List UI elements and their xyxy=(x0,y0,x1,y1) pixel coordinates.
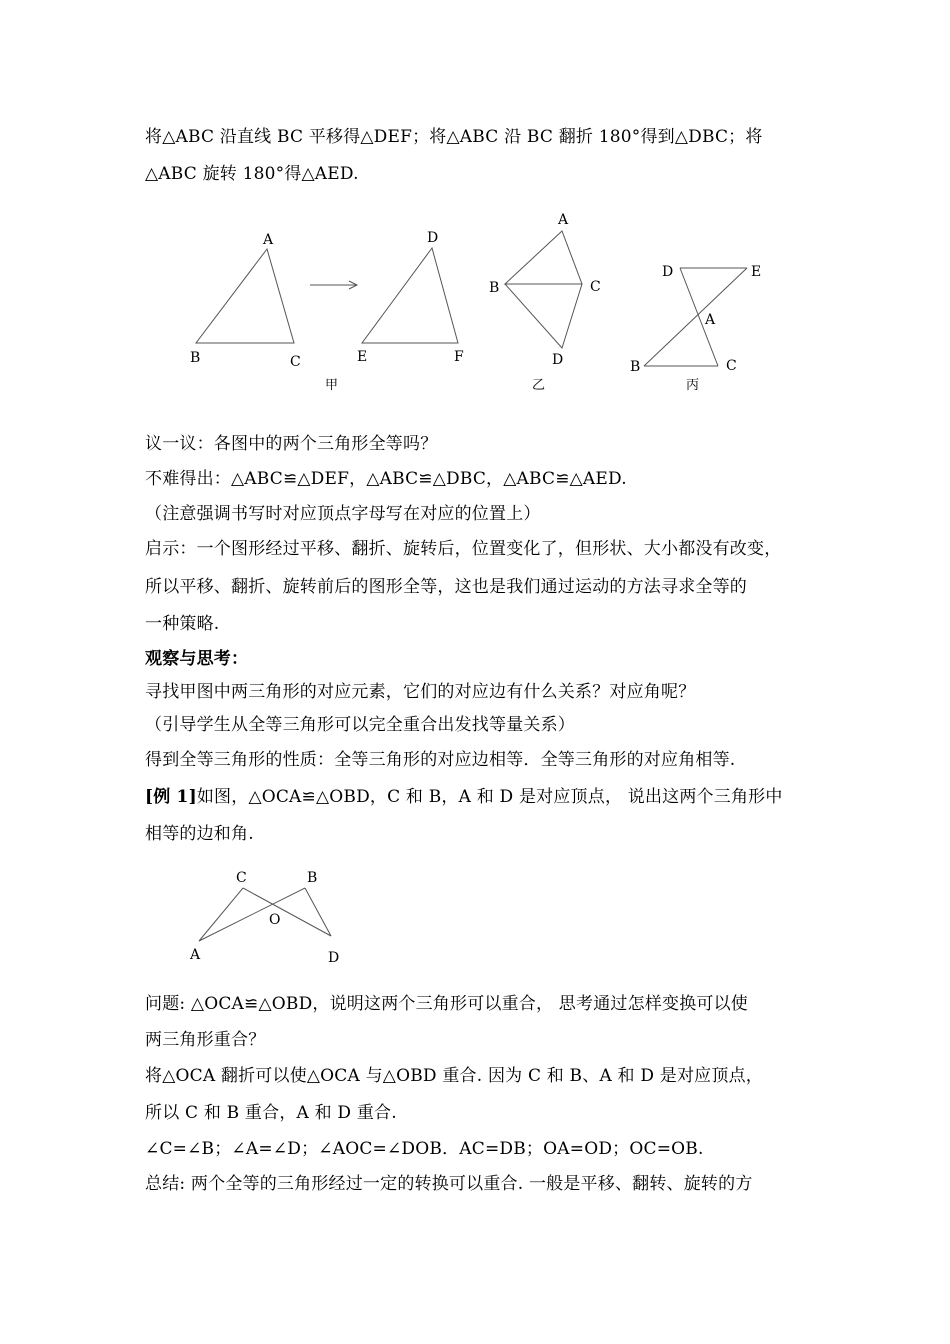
discussion-line-4: 启示：一个图形经过平移、翻折、旋转后，位置变化了，但形状、大小都没有改变， xyxy=(145,539,782,559)
example-line-2: 相等的边和角. xyxy=(145,824,254,844)
label-d-bing: D xyxy=(662,264,674,280)
question-line-1: 问题: △OCA≌△OBD，说明这两个三角形可以重合， 思考通过怎样变换可以使 xyxy=(145,994,749,1014)
question-line-5: ∠C=∠B；∠A=∠D；∠AOC=∠DOB．AC=DB；OA=OD；OC=OB. xyxy=(145,1139,704,1159)
triangle-dbc-yi xyxy=(505,284,582,348)
caption-jia: 甲 xyxy=(325,378,339,393)
observe-line-2: （引导学生从全等三角形可以完全重合出发找等量关系） xyxy=(145,715,575,735)
label-c-ex: C xyxy=(236,870,247,886)
label-o-ex: O xyxy=(269,912,281,928)
segment-ab xyxy=(199,888,305,941)
label-a-ex: A xyxy=(190,947,201,963)
label-c-yi: C xyxy=(590,279,601,295)
label-d-jia: D xyxy=(427,230,439,246)
question-line-3: 将△OCA 翻折可以使△OCA 与△OBD 重合. 因为 C 和 B、A 和 D 是对应顶点， xyxy=(145,1066,763,1086)
label-c-bing: C xyxy=(726,358,737,374)
question-line-6: 总结: 两个全等的三角形经过一定的转换可以重合. 一般是平移、翻转、旋转的方 xyxy=(145,1174,753,1194)
label-a-jia: A xyxy=(263,232,274,248)
intro-line-2: △ABC 旋转 180°得△AED. xyxy=(145,164,359,184)
observe-line-1: 寻找甲图中两三角形的对应元素，它们的对应边有什么关系？对应角呢？ xyxy=(145,682,696,702)
triangle-def xyxy=(362,248,458,343)
triangle-abc xyxy=(196,249,294,343)
observe-heading: 观察与思考： xyxy=(145,649,249,669)
example-text: 如图，△OCA≌△OBD，C 和 B，A 和 D 是对应顶点， 说出这两个三角形中 xyxy=(196,787,783,807)
label-b-jia: B xyxy=(190,350,201,366)
label-b-yi: B xyxy=(489,280,500,296)
label-d-yi: D xyxy=(552,352,564,368)
triangle-abc-yi xyxy=(505,231,582,284)
example-line-1 xyxy=(145,785,810,809)
caption-bing: 丙 xyxy=(686,378,700,393)
discussion-line-6: 一种策略. xyxy=(145,614,220,634)
label-c-jia: C xyxy=(290,354,301,370)
observe-line-3: 得到全等三角形的性质：全等三角形的对应边相等．全等三角形的对应角相等. xyxy=(145,750,736,770)
discussion-line-1: 议一议：各图中的两个三角形全等吗？ xyxy=(145,434,438,454)
label-f-jia: F xyxy=(454,349,464,365)
intro-line-1: 将△ABC 沿直线 BC 平移得△DEF；将△ABC 沿 BC 翻折 180°得到△DBC；将 xyxy=(145,127,763,147)
label-a-bing: A xyxy=(705,312,716,328)
question-line-4: 所以 C 和 B 重合，A 和 D 重合. xyxy=(145,1103,397,1123)
discussion-line-3: （注意强调书写时对应顶点字母写在对应的位置上） xyxy=(145,504,541,524)
label-e-jia: E xyxy=(357,349,368,365)
question-line-2: 两三角形重合？ xyxy=(145,1030,266,1050)
label-e-bing: E xyxy=(751,264,762,280)
label-a-yi: A xyxy=(558,212,569,228)
label-d-ex: D xyxy=(328,950,340,966)
segment-eb xyxy=(644,268,747,366)
caption-yi: 乙 xyxy=(532,378,546,393)
label-b-ex: B xyxy=(307,870,318,886)
segment-ac xyxy=(199,888,243,941)
example-label: [例 1] xyxy=(145,787,197,807)
label-b-bing: B xyxy=(630,359,641,375)
discussion-line-2: 不难得出：△ABC≌△DEF，△ABC≌△DBC，△ABC≌△AED. xyxy=(145,469,627,489)
discussion-line-5: 所以平移、翻折、旋转前后的图形全等，这也是我们通过运动的方法寻求全等的 xyxy=(145,577,747,597)
